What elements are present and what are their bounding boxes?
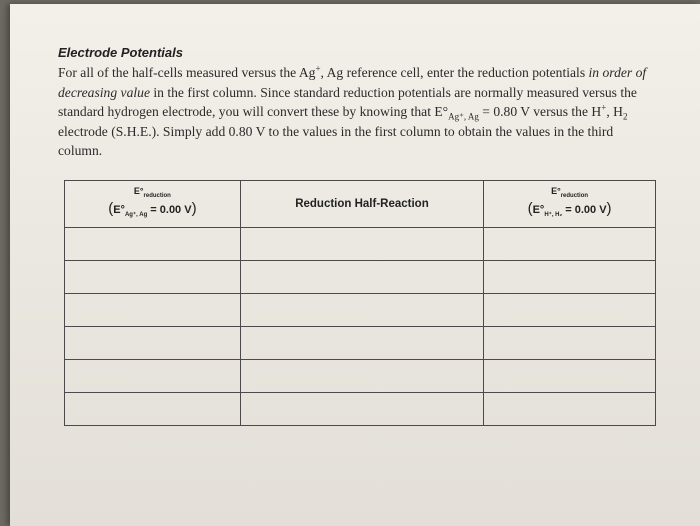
cell-e-ag[interactable] <box>65 261 241 294</box>
table-row <box>65 360 656 393</box>
table-row <box>65 327 656 360</box>
cell-half-reaction[interactable] <box>240 261 483 294</box>
table-row <box>65 393 656 426</box>
header-e-symbol-1: $E^\circ_{reduction}$ <box>133 185 171 199</box>
instructions-paragraph <box>58 63 658 161</box>
header-e-she-ref <box>484 181 656 228</box>
intro-sup-1: + <box>315 63 321 74</box>
table-row <box>65 228 656 261</box>
intro-text-3b: , H <box>606 104 623 120</box>
header-e-ref-3: ($E^\circ_{H^+, H_2} = 0.00$ V) <box>527 200 612 219</box>
table-row <box>65 261 656 294</box>
header-half-reaction: Reduction Half-Reaction <box>240 181 483 228</box>
cell-e-she[interactable] <box>484 393 656 426</box>
intro-text-3: = 0.80 V versus the H <box>478 104 602 120</box>
intro-sub-ag: Ag⁺, Ag <box>448 111 479 122</box>
cell-e-she[interactable] <box>484 261 656 294</box>
intro-text-1: For all of the half-cells measured versus the Ag <box>58 65 316 80</box>
cell-e-she[interactable] <box>484 228 656 261</box>
table-row <box>65 294 656 327</box>
intro-italic-phrase: in order of decreasing value <box>58 65 647 100</box>
reduction-potentials-table <box>64 180 656 426</box>
section-heading: Electrode Potentials <box>58 45 183 60</box>
cell-e-ag[interactable] <box>65 294 241 327</box>
cell-half-reaction[interactable] <box>240 294 483 327</box>
cell-e-she[interactable] <box>484 294 656 327</box>
cell-e-she[interactable] <box>484 360 656 393</box>
intro-sup-h: + <box>601 102 607 113</box>
cell-e-ag[interactable] <box>65 393 241 426</box>
cell-half-reaction[interactable] <box>240 360 483 393</box>
cell-e-ag[interactable] <box>65 327 241 360</box>
cell-e-she[interactable] <box>484 327 656 360</box>
table-body <box>65 228 656 426</box>
intro-text-1b: , Ag reference cell, enter the reduction potentials <box>320 65 586 80</box>
cell-half-reaction[interactable] <box>240 393 483 426</box>
header-e-ag-ref <box>65 181 241 228</box>
intro-sub-2: 2 <box>622 111 628 122</box>
header-e-symbol-3: $E^\circ_{reduction}$ <box>551 185 589 199</box>
cell-e-ag[interactable] <box>65 360 241 393</box>
header-e-ref-1: ($E^\circ_{Ag^+, Ag} = 0.00$ V) <box>108 200 197 219</box>
cell-half-reaction[interactable] <box>240 327 483 360</box>
intro-text-3c: electrode (S.H.E.). Simply add 0.80 V to the values in the first column to obtain the values in the third column. <box>58 123 614 159</box>
cell-e-ag[interactable] <box>65 228 241 261</box>
cell-half-reaction[interactable] <box>240 228 483 261</box>
table-header-row <box>65 181 656 228</box>
intro-text-2: in the first column. Since standard reduction potentials are normally measured versus the standard hydrogen electrode, you will convert these by knowing that E° <box>58 84 637 120</box>
